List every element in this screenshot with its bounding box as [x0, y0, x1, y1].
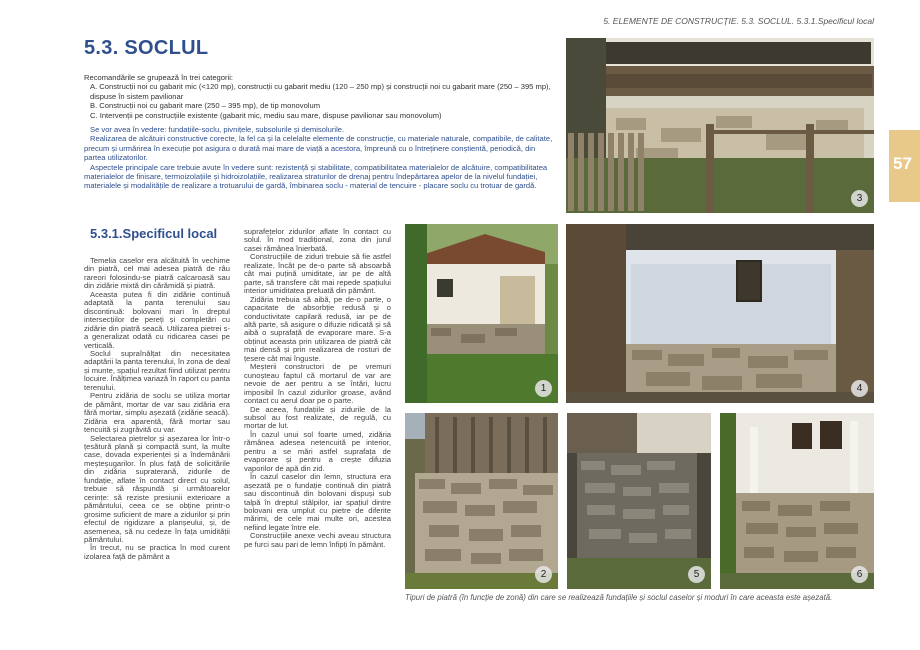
- paragraph: suprafețelor zidurilor aflate în contact cu solul. În mod tradițional, zona din jurul casei rămânea înierbată.: [244, 227, 391, 253]
- intro-item: C. Intervenții pe construcțiile existente (gabarit mic, mediu sau mare, dispuse pavilionar sau monovolum): [90, 110, 442, 120]
- highlight-paragraph: Se vor avea în vedere: fundațiile-soclu, pivnițele, subsolurile și demisolurile.: [90, 125, 345, 134]
- page-title: 5.3. SOCLUL: [84, 37, 209, 59]
- photo-4: [566, 224, 874, 403]
- photo-1: [405, 224, 558, 403]
- photo-5: [567, 413, 711, 589]
- running-header: 5. ELEMENTE DE CONSTRUCȚIE. 5.3. SOCLUL. 5.3.1.Specificul local: [603, 16, 874, 26]
- photo-number-badge: 5: [688, 566, 705, 583]
- highlight-paragraph: Aspectele principale care trebuie avute în vedere sunt: rezistență și stabilitate, compatibilitatea materialelor de alcătuire, compatibilitatea materialelor de finisare, termoizolațiile și hidroizolațiile, realizarea straturilor de drenaj pentru îndepărtarea apelor de la nivelul fundației, materialele și modalitățile de realizare a trotuarului de gardă, îmbinarea soclu - material de tencuire - placare soclu cu trotuar de gardă.: [84, 162, 548, 191]
- paragraph: Meșterii constructori de pe vremuri cunoșteau faptul că mortarul de var are nevoie de aer pentru a se întări, lucru imposibil în cazul zidurilor groase, având contact cu aerul doar pe o parte.: [244, 362, 391, 406]
- paragraph: Construcțiile anexe vechi aveau structura pe furci sau pari de lemn înfipți în pământ.: [244, 531, 391, 549]
- figure-caption: Tipuri de piatră (în funcție de zonă) din care se realizează fundațiile și soclul caselor și moduri în care aceasta este așezată.: [405, 593, 833, 602]
- paragraph: Zidăria trebuia să aibă, pe de-o parte, o capacitate de absorbție redusă și o conductivitate capilară redusă, iar pe de altă parte, să asigure o difuzie ridicată și să aibă o suprafață de evaporare mare. S-a obținut aceasta prin utilizarea de piatră cât mai densă și prin realizarea de rosturi de țesere cât mai înguste.: [244, 294, 391, 363]
- paragraph: Pentru zidăria de soclu se utiliza mortar de pământ, mortar de var sau zidăria era fără mortar, simplu așezată (zidărie seacă). Zidăria era aparentă, fără mortar sau tencuită și zugrăvită cu var.: [84, 391, 230, 435]
- photo-3-illustration: [566, 38, 874, 213]
- section-title: 5.3.1.Specificul local: [90, 226, 218, 241]
- paragraph: Temelia caselor era alcătuită în vechime din piatră, cel mai adesea piatră de râu rareori folosindu-se piatră calcaroasă sau din zidărie mixtă din cărămidă și piatră.: [84, 256, 230, 291]
- photo-6-illustration: [720, 413, 874, 589]
- paragraph: Construcțiile de ziduri trebuie să fie astfel realizate, încât pe de-o parte să absoarbă cât mai puțină umiditate, iar pe de altă parte, să transfere cât mai repede spațiului interior umiditatea preluată din pământ.: [244, 252, 391, 296]
- intro-item: B. Construcții noi cu gabarit mare (250 – 395 mp), de tip monovolum: [90, 101, 321, 111]
- photo-5-illustration: [567, 413, 711, 589]
- paragraph: În cazul caselor din lemn, structura era așezată pe o fundație continuă din piatră sau discontinuă din bolovani dispuși sub talpă în dreptul stâlpilor, iar spațiul dintre bolovani era umplut cu pietre de diferite mărimi, de cele mai multe ori, acestea nefiind legate între ele.: [244, 472, 391, 532]
- photo-4-illustration: [566, 224, 874, 403]
- paragraph: Selectarea pietrelor și așezarea lor într-o țesătură plană și compactă sunt, la multe case, dovada experienței și a îndemânării meșteșugarilor. În plus față de solicitările din zidăria supraterană, zidurile de fundație, aflate în contact direct cu solul, trebuie să răspundă și următoarelor cerințe: să reziste presiunii exterioare a pământului, ceea ce se obține printr-o grosime suficient de mare a zidurilor și prin efectul de rigidizare a planșeului, și, de asemenea, să nu cedeze în fața umidității pământului.: [84, 433, 230, 544]
- photo-2: [405, 413, 558, 589]
- photo-number-badge: 2: [535, 566, 552, 583]
- intro-item: A. Construcții noi cu gabarit mic (<120 mp), construcții cu gabarit mediu (120 – 250 mp) și construcții noi cu gabarit mare (250 – 395 mp), dispuse în sistem pavilionar: [90, 82, 551, 101]
- photo-2-illustration: [405, 413, 558, 589]
- paragraph: În trecut, nu se practica în mod curent izolarea față de pământ a: [84, 543, 230, 561]
- photo-1-illustration: [405, 224, 558, 403]
- photo-3: [566, 38, 874, 213]
- text-column-right: [244, 228, 391, 549]
- page-number: 57: [893, 154, 912, 173]
- photo-number-badge: 6: [851, 566, 868, 583]
- paragraph: În cazul unui sol foarte umed, zidăria rămânea adesea netencuită pe interior, pentru a se mări astfel suprafața de evaporare și pentru a crește difuzia vaporilor de apă din zid.: [244, 429, 391, 473]
- photo-number-badge: 4: [851, 380, 868, 397]
- paragraph: Soclul supraînălțat din necesitatea adaptării la panta terenului, în zona de deal și munte, spațiul rezultat fiind utilizat pentru locuire. Înălțimea variază în raport cu panta terenului.: [84, 348, 230, 392]
- photo-6: [720, 413, 874, 589]
- page-number-tab: [889, 130, 920, 202]
- photo-number-badge: 1: [535, 380, 552, 397]
- intro-block: [84, 73, 554, 120]
- paragraph: Aceasta putea fi din zidărie continuă adaptată la panta terenului sau discontinuă: bolovani mari în dreptul intersecțiilor de pereți și completări cu zidărie din piatră seacă. Utilizarea pietrei s-a generalizat odată cu ridicarea casei pe verticală.: [84, 289, 230, 350]
- paragraph: De aceea, fundațiile și zidurile de la subsol au fost realizate, de regulă, cu mortar de lut.: [244, 404, 391, 431]
- intro-highlight: [84, 125, 554, 191]
- highlight-paragraph: Realizarea de alcătuiri constructive corecte, la fel ca și la celelalte elemente de construcție, cu materiale naturale, compatibile, de calitate, precum și urmărirea în execuție pot asigura o durată mai mare de viață a acestora, împreună cu o întreținere conștientă, periodică, din partea utilizatorilor.: [84, 134, 553, 163]
- intro-lead: Recomandările se grupează în trei categorii:: [84, 73, 234, 82]
- photo-number-badge: 3: [851, 190, 868, 207]
- text-column-left: [84, 257, 230, 561]
